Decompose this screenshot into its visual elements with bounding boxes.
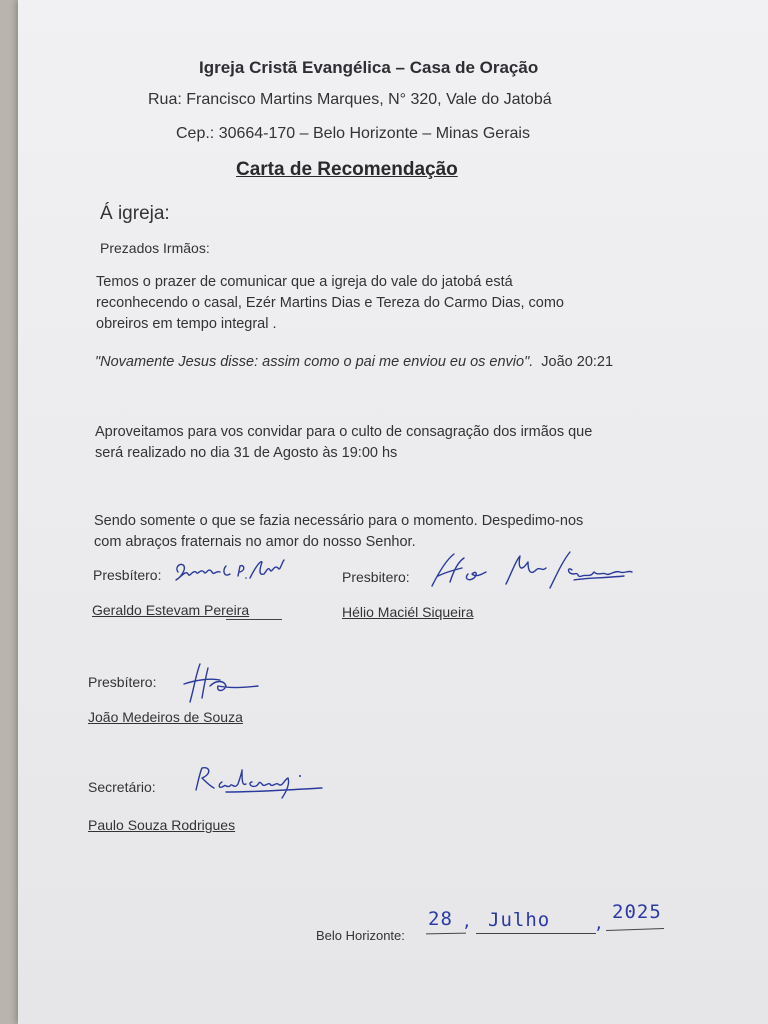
verse-line (95, 352, 613, 373)
greeting: Prezados Irmãos: (100, 240, 210, 256)
date-label: Belo Horizonte: (316, 928, 405, 943)
verse-reference: João 20:21 (541, 354, 614, 370)
signatory-3-role: Presbítero: (88, 674, 157, 690)
signature-secretario (186, 762, 326, 802)
paragraph-1-line: obreiros em tempo integral . (96, 316, 277, 332)
date-line-month (476, 933, 596, 934)
church-cep: Cep.: 30664-170 – Belo Horizonte – Minas Gerais (176, 125, 530, 142)
church-address: Rua: Francisco Martins Marques, N° 320, Vale do Jatobá (148, 91, 552, 108)
signature-geraldo (170, 556, 300, 586)
paragraph-3-line: com abraços fraternais no amor do nosso Senhor. (94, 534, 416, 550)
paragraph-2 (95, 422, 592, 464)
recipient: Á igreja: (100, 203, 170, 224)
verse-quote: "Novamente Jesus disse: assim como o pai me enviou eu os envio". (95, 354, 534, 370)
signatory-2-role: Presbitero: (342, 569, 410, 585)
paragraph-1-line: Temos o prazer de comunicar que a igreja do vale do jatobá está (96, 274, 513, 290)
church-name: Igreja Cristã Evangélica – Casa de Oração (199, 58, 539, 77)
signatory-4-role: Secretário: (88, 779, 156, 795)
paragraph-1-line: reconhecendo o casal, Ezér Martins Dias e Tereza do Carmo Dias, como (96, 295, 564, 311)
date-day: 28 (428, 908, 453, 930)
paragraph-3-line: Sendo somente o que se fazia necessário para o momento. Despedimo-nos (94, 513, 584, 529)
signatory-2-name: Hélio Maciél Siqueira (342, 604, 474, 620)
paragraph-2-line: será realizado no dia 31 de Agosto às 19:00 hs (95, 445, 398, 461)
paragraph-3 (94, 511, 583, 553)
signatory-1-role: Presbítero: (93, 567, 162, 583)
date-separator: , (462, 912, 473, 931)
signature-joao (176, 658, 266, 706)
signatory-1-name: Geraldo Estevam Pereira (92, 602, 250, 618)
paragraph-2-line: Aproveitamos para vos convidar para o culto de consagração dos irmãos que (95, 424, 593, 440)
signatory-3-name: João Medeiros de Souza (88, 709, 243, 725)
date-month: Julho (488, 909, 551, 931)
signatory-4-name: Paulo Souza Rodrigues (88, 817, 236, 833)
date-separator: , (594, 914, 605, 933)
signature-helio (424, 548, 644, 594)
date-year: 2025 (612, 901, 662, 923)
letter-title: Carta de Recomendação (236, 159, 458, 180)
paragraph-1 (96, 272, 564, 335)
signatory-1-underline (226, 619, 282, 620)
